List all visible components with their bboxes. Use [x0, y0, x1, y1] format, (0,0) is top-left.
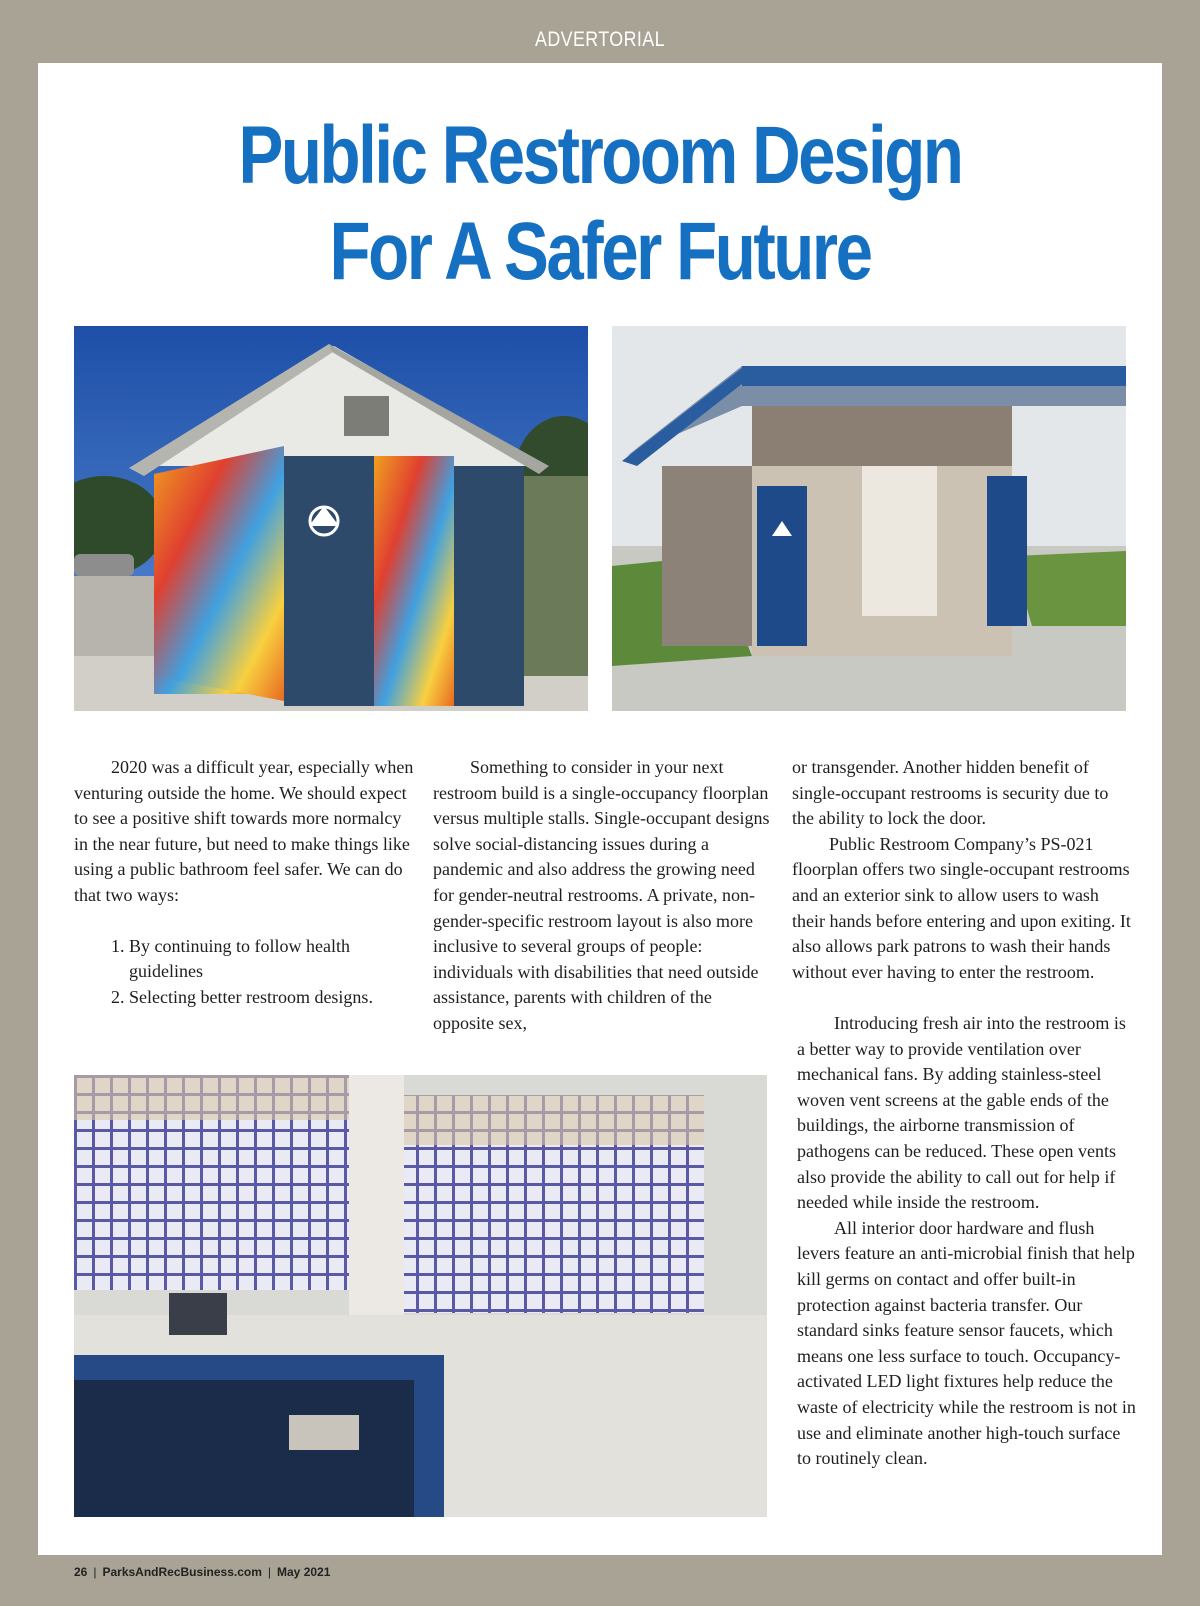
intro-paragraph: 2020 was a difficult year, especially when venturing outside the home. We should expect to see a positive shift towards more normalcy in the near future, but need to make things like using a public bathroom feel safer. We can do that two ways: — [74, 757, 414, 905]
title-line-1: Public Restroom Design — [238, 110, 962, 201]
single-occupancy-paragraph: Something to consider in your next restroom build is a single-occupancy floorplan versus multiple stalls. Single-occupant designs solve social-distancing issues during a pandemic and also address the growing need for gender-neutral restrooms. A private, non-gender-specific restroom layout is also more inclusive to several groups of people: individuals with disabilities that need outside assistance, parents with children of the opposite sex, — [433, 757, 770, 1033]
column-3-top — [792, 755, 1132, 985]
footer-separator: | — [93, 1565, 97, 1579]
security-paragraph: or transgender. Another hidden benefit of single-occupant restrooms is security due to the ability to lock the door. — [792, 757, 1109, 829]
footer-separator: | — [267, 1565, 272, 1579]
column-1 — [74, 755, 414, 1010]
ps-021-paragraph: Public Restroom Company’s PS-021 floorplan offers two single-occupant restrooms and an exterior sink to allow users to wash their hands before entering and upon exiting. It also allows park patrons to wash their hands without ever having to enter the restroom. — [792, 833, 1131, 982]
advertorial-label: ADVERTORIAL — [534, 28, 665, 51]
footer-date: May 2021 — [277, 1565, 331, 1579]
mural-restroom-building-photo — [74, 326, 588, 711]
column-3-bottom — [797, 1011, 1137, 1472]
vent-screen-interior-photo — [74, 1075, 767, 1517]
article-title — [0, 108, 1200, 300]
column-2 — [433, 755, 773, 1037]
title-line-2: For A Safer Future — [329, 206, 871, 297]
ways-list — [74, 934, 414, 1011]
footer-site: ParksAndRecBusiness.com — [102, 1565, 262, 1579]
list-item: 1. By continuing to follow health guidelines — [129, 934, 414, 985]
fresh-air-paragraph: Introducing fresh air into the restroom is a better way to provide ventilation over mechanical fans. By adding stainless-steel woven vent screens at the gable ends of the buildings, the airborne transmission of pathogens can be reduced. These open vents also provide the ability to call out for help if needed while inside the restroom. — [797, 1013, 1126, 1213]
list-item: 2. Selecting better restroom designs. — [129, 985, 414, 1011]
page-number: 26 — [74, 1565, 88, 1579]
ps-021-restroom-building-photo — [612, 326, 1126, 711]
anti-microbial-paragraph: All interior door hardware and flush levers feature an anti-microbial finish that help kill germs on contact and offer built-in protection against bacteria transfer. Our standard sinks feature sensor faucets, which means one less surface to touch. Occupancy-activated LED light fixtures help reduce the waste of electricity while the restroom is not in use and eliminate another high-touch surface to routinely clean. — [797, 1217, 1136, 1469]
page-footer — [74, 1565, 330, 1579]
